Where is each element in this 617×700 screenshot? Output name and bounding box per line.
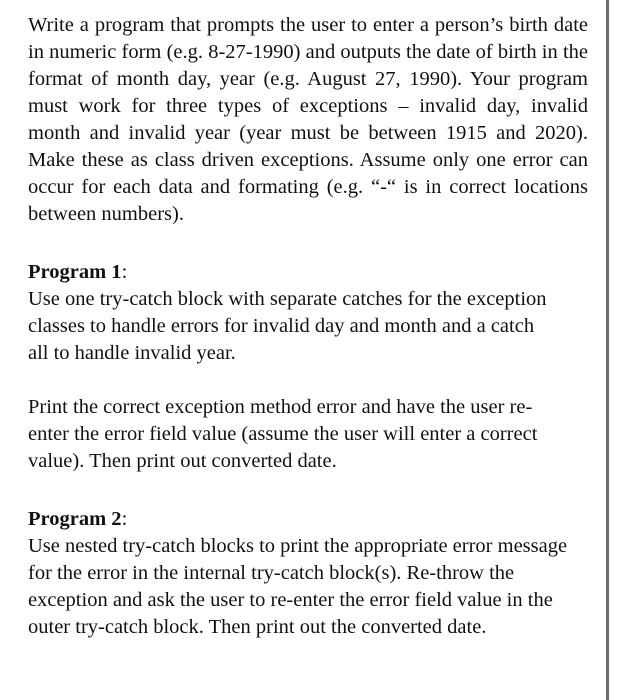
program-1-paragraph-2: Print the correct exception method error and have the user re-enter the error field value (assume the user will enter a correct value). Then print out converted date. <box>28 396 538 472</box>
assignment-text <box>28 12 588 641</box>
spacer <box>28 228 588 259</box>
program-2-paragraph-1: Use nested try-catch blocks to print the appropriate error message for the error in the internal try-catch block(s). Re-throw the exception and ask the user to re-enter the error field value in the outer try-catch block. Then print out the converted date. <box>28 535 568 638</box>
program-1-heading <box>28 259 588 286</box>
program-2-heading-colon: : <box>121 508 128 530</box>
program-1-section <box>28 259 588 475</box>
program-1-paragraph-1: Use one try-catch block with separate catches for the exception classes to handle errors for invalid day and month and a catch all to handle invalid year. <box>28 288 547 364</box>
program-2-heading <box>28 506 588 533</box>
page-edge-line <box>606 0 609 700</box>
spacer <box>28 475 588 506</box>
intro-paragraph: Write a program that prompts the user to enter a person’s birth date in numeric form (e.g. 8-27-1990) and outputs the date of birth in the format of month day, year (e.g. August 27, 1990). Your program must work for three types of exceptions – invalid day, invalid month and invalid year (year must be between 1915 and 2020). Make these as class driven exceptions. Assume only one error can occur for each data and formating (e.g. “-“ is in correct locations between numbers). <box>28 14 588 225</box>
spacer <box>28 367 588 394</box>
program-1-heading-label: Program 1 <box>28 261 122 283</box>
program-2-section <box>28 506 588 641</box>
program-1-heading-colon: : <box>121 261 128 283</box>
program-2-heading-label: Program 2 <box>28 508 122 530</box>
